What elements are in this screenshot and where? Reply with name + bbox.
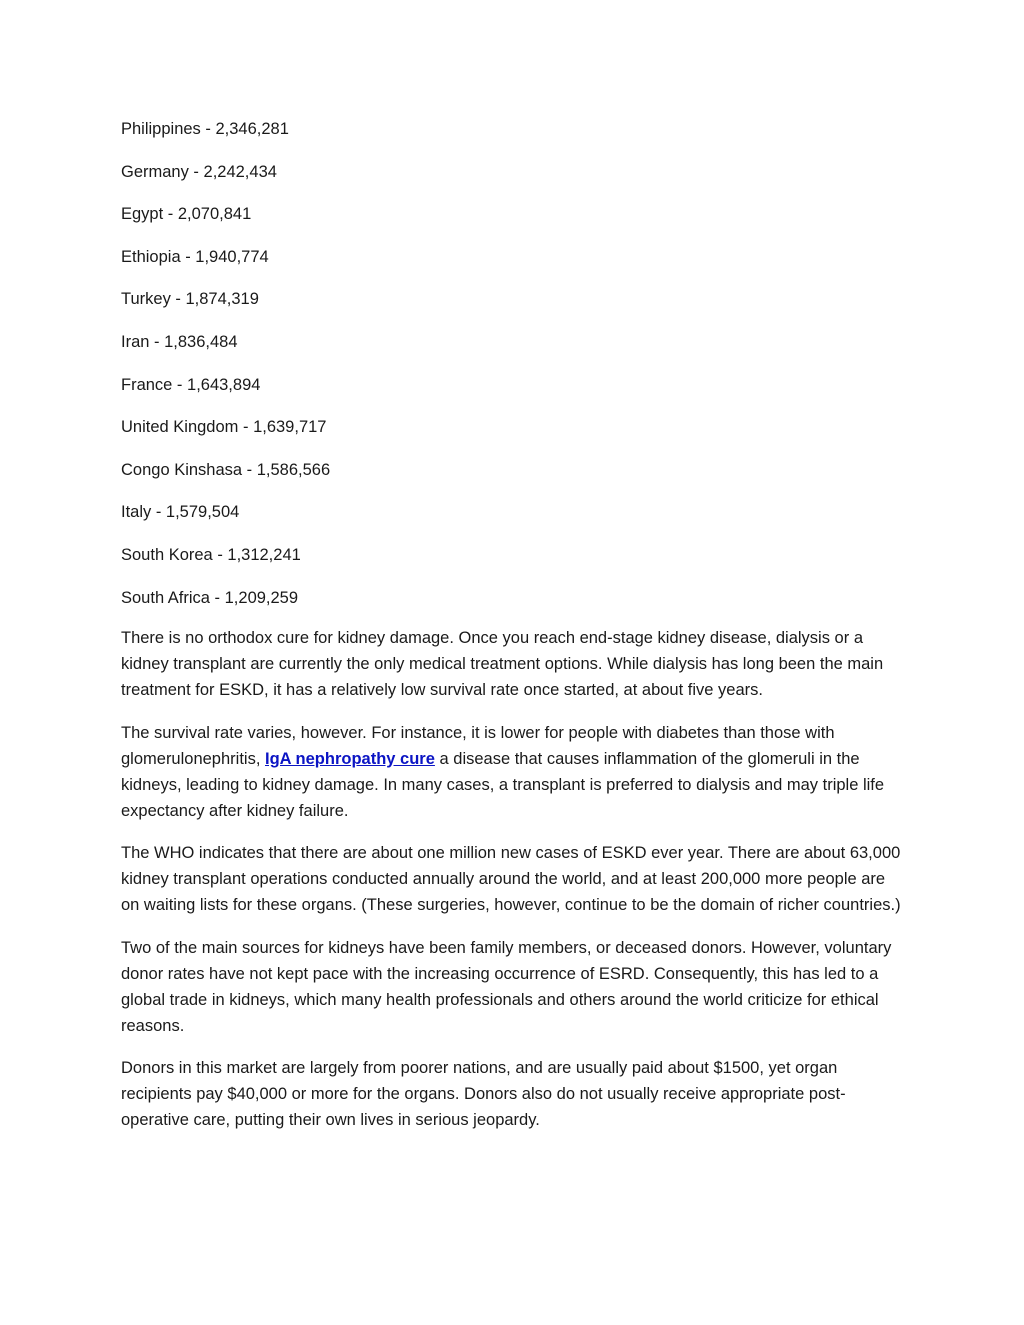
paragraph-text: The survival rate varies, however. For instance, it is lower for people with diabetes than those with glomerulonephritis, bbox=[121, 723, 835, 768]
country-line: France - 1,643,894 bbox=[121, 375, 261, 394]
paragraph-donor-market: Donors in this market are largely from poorer nations, and are usually paid about $1500, yet organ recipients pay $40,000 or more for the organs. Donors also do not usually receive appropriate post-operative care, putting their own lives in serious jeopardy. bbox=[121, 1059, 846, 1130]
iga-nephropathy-link[interactable]: IgA nephropathy cure bbox=[265, 749, 435, 768]
country-line: Ethiopia - 1,940,774 bbox=[121, 247, 269, 266]
country-line: Congo Kinshasa - 1,586,566 bbox=[121, 460, 331, 479]
country-line: Turkey - 1,874,319 bbox=[121, 290, 259, 309]
paragraph-treatment-options: There is no orthodox cure for kidney damage. Once you reach end-stage kidney disease, dialysis or a kidney transplant are currently the only medical treatment options. While dialysis has long been the main treatment for ESKD, it has a relatively low survival rate once started, at about five years. bbox=[121, 629, 884, 700]
country-line: Italy - 1,579,504 bbox=[121, 503, 240, 522]
country-line: South Africa - 1,209,259 bbox=[121, 588, 299, 607]
country-list bbox=[121, 118, 906, 609]
country-line: Iran - 1,836,484 bbox=[121, 332, 238, 351]
country-line: United Kingdom - 1,639,717 bbox=[121, 418, 327, 437]
paragraph-survival-rate bbox=[121, 720, 906, 824]
paragraph-text: a disease that causes inflammation of the glomeruli in the kidneys, leading to kidney damage. In many cases, a transplant is preferred to dialysis and may triple life expectancy after kidney failure. bbox=[121, 749, 885, 820]
country-line: Egypt - 2,070,841 bbox=[121, 205, 252, 224]
paragraph-who-statistics: The WHO indicates that there are about one million new cases of ESKD ever year. There are about 63,000 kidney transplant operations conducted annually around the world, and at least 200,000 more people are on waiting lists for these organs. (These surgeries, however, continue to be the domain of richer countries.) bbox=[121, 844, 901, 915]
document-page bbox=[121, 118, 906, 1150]
country-line: Philippines - 2,346,281 bbox=[121, 120, 289, 138]
country-line: South Korea - 1,312,241 bbox=[121, 545, 301, 564]
country-line: Germany - 2,242,434 bbox=[121, 162, 277, 181]
paragraph-kidney-sources: Two of the main sources for kidneys have been family members, or deceased donors. However, voluntary donor rates have not kept pace with the increasing occurrence of ESRD. Consequently, this has led to a global trade in kidneys, which many health professionals and others around the world criticize for ethical reasons. bbox=[121, 938, 892, 1035]
